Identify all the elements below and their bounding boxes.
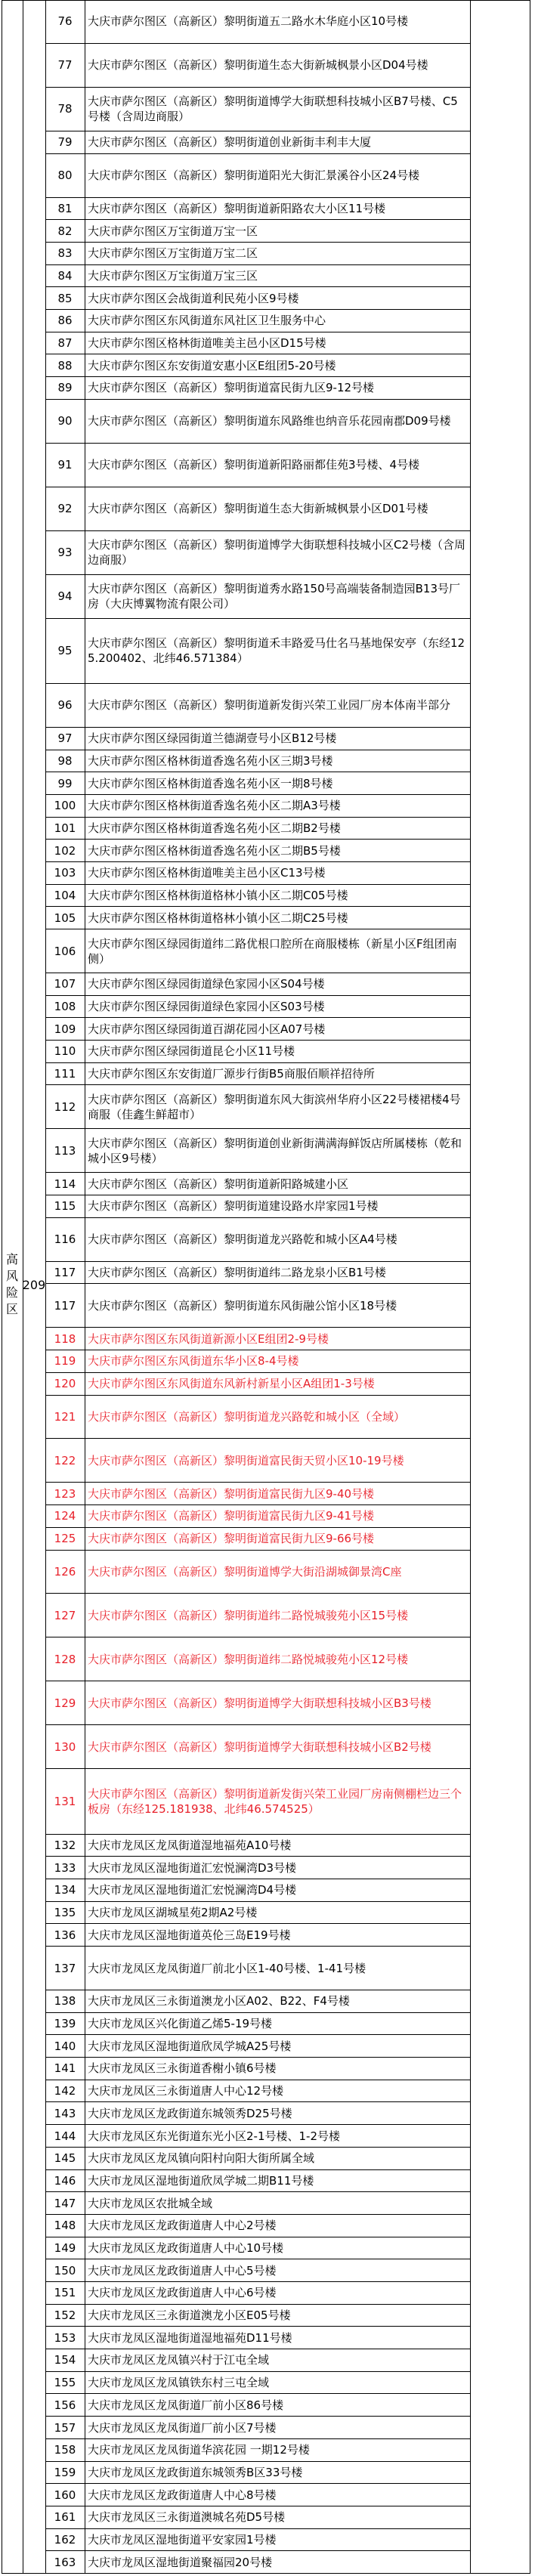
row-number: 102 — [45, 840, 85, 862]
row-number: 107 — [45, 973, 85, 996]
row-number: 115 — [45, 1195, 85, 1218]
row-number: 98 — [45, 750, 85, 773]
row-number: 124 — [45, 1505, 85, 1528]
row-address: 大庆市龙凤区三永街道澳城名苑D5号楼 — [85, 2506, 470, 2529]
row-address: 大庆市萨尔图区格林街道香逸名苑小区二期B5号楼 — [85, 840, 470, 862]
row-number: 86 — [45, 310, 85, 332]
row-number: 91 — [45, 444, 85, 487]
row-address: 大庆市萨尔图区万宝街道万宝二区 — [85, 243, 470, 265]
row-address: 大庆市萨尔图区格林街道香逸名苑小区二期B2号楼 — [85, 818, 470, 840]
row-address: 大庆市龙凤区兴化街道乙烯5-19号楼 — [85, 2013, 470, 2036]
row-address: 大庆市萨尔图区绿园街道兰德湖壹号小区B12号楼 — [85, 728, 470, 750]
row-address: 大庆市萨尔图区格林街道香逸名苑小区二期A3号楼 — [85, 795, 470, 818]
row-number: 83 — [45, 243, 85, 265]
row-address: 大庆市萨尔图区（高新区）黎明街道建设路水岸家园1号楼 — [85, 1195, 470, 1218]
row-address: 大庆市龙凤区三永街道香榭小镇6号楼 — [85, 2058, 470, 2080]
row-number: 88 — [45, 354, 85, 377]
row-number: 139 — [45, 2013, 85, 2036]
row-address: 大庆市萨尔图区（高新区）黎明街道生态大街新城枫景小区D01号楼 — [85, 487, 470, 531]
row-address: 大庆市萨尔图区东安街道厂源步行街B5商服佰顺祥招待所 — [85, 1063, 470, 1086]
row-number: 160 — [45, 2484, 85, 2506]
row-number: 116 — [45, 1218, 85, 1262]
row-address: 大庆市龙凤区湖城星苑2期A2号楼 — [85, 1902, 470, 1925]
row-number: 93 — [45, 531, 85, 575]
row-number: 153 — [45, 2327, 85, 2349]
row-address: 大庆市萨尔图区（高新区）黎明街道新阳路城建小区 — [85, 1173, 470, 1195]
row-number: 80 — [45, 154, 85, 198]
row-address: 大庆市萨尔图区格林街道格林小镇小区二期C25号楼 — [85, 907, 470, 929]
row-address: 大庆市龙凤区龙政街道唐人中心8号楼 — [85, 2484, 470, 2506]
row-number: 126 — [45, 1551, 85, 1594]
row-number: 92 — [45, 487, 85, 531]
row-address: 大庆市萨尔图区格林街道香逸名苑小区三期3号楼 — [85, 750, 470, 773]
row-address: 大庆市萨尔图区（高新区）黎明街道富民街九区9-66号楼 — [85, 1528, 470, 1551]
row-number: 77 — [45, 44, 85, 88]
row-number: 111 — [45, 1063, 85, 1086]
row-number: 156 — [45, 2394, 85, 2417]
row-number: 100 — [45, 795, 85, 818]
row-address: 大庆市萨尔图区绿园街道昆仑小区11号楼 — [85, 1041, 470, 1063]
row-number: 137 — [45, 1947, 85, 1990]
row-address: 大庆市萨尔图区（高新区）黎明街道东风路维也纳音乐花园南郡D09号楼 — [85, 400, 470, 444]
row-address: 大庆市萨尔图区东风街道东风社区卫生服务中心 — [85, 310, 470, 332]
row-address: 大庆市萨尔图区（高新区）黎明街道新发街兴荣工业园厂房本体南半部分 — [85, 684, 470, 728]
row-number: 81 — [45, 198, 85, 221]
row-address: 大庆市萨尔图区（高新区）黎明街道龙兴路乾和城小区A4号楼 — [85, 1218, 470, 1262]
row-address: 大庆市萨尔图区（高新区）黎明街道龙兴路乾和城小区（全域） — [85, 1396, 470, 1440]
row-number: 96 — [45, 684, 85, 728]
row-number: 101 — [45, 818, 85, 840]
row-address: 大庆市龙凤区龙政街道东城领秀B区33号楼 — [85, 2462, 470, 2485]
row-number: 95 — [45, 619, 85, 684]
row-number: 121 — [45, 1396, 85, 1440]
row-address: 大庆市龙凤区龙凤镇向阳村向阳大街所属全域 — [85, 2148, 470, 2170]
risk-level-label: 高风险区 — [5, 1252, 18, 1316]
row-address: 大庆市萨尔图区万宝街道万宝三区 — [85, 265, 470, 288]
row-number: 123 — [45, 1483, 85, 1505]
row-number: 145 — [45, 2148, 85, 2170]
column-divider — [470, 0, 471, 2574]
row-number: 140 — [45, 2035, 85, 2058]
row-number: 147 — [45, 2192, 85, 2215]
row-address: 大庆市萨尔图区（高新区）黎明街道五二路水木华庭小区10号楼 — [85, 0, 470, 44]
row-address: 大庆市萨尔图区格林街道唯美主邑小区D15号楼 — [85, 332, 470, 355]
row-address: 大庆市萨尔图区（高新区）黎明街道富民街九区9-12号楼 — [85, 377, 470, 400]
row-number: 127 — [45, 1594, 85, 1637]
row-address: 大庆市萨尔图区（高新区）黎明街道禾丰路爱马仕名马基地保安亭（东经125.200402、北纬46.571384） — [85, 619, 470, 684]
row-number: 117 — [45, 1284, 85, 1328]
row-address: 大庆市萨尔图区（高新区）黎明街道新阳路丽都佳苑3号楼、4号楼 — [85, 444, 470, 487]
row-number: 158 — [45, 2439, 85, 2462]
row-number: 90 — [45, 400, 85, 444]
row-number: 119 — [45, 1350, 85, 1373]
row-number: 105 — [45, 907, 85, 929]
area-count-cell — [23, 1254, 45, 1315]
row-number: 135 — [45, 1902, 85, 1925]
row-number: 144 — [45, 2125, 85, 2148]
row-address: 大庆市萨尔图区（高新区）黎明街道东风大街滨州华府小区22号楼裙楼4号商服（佳鑫生鲜超市） — [85, 1085, 470, 1129]
row-address: 大庆市萨尔图区东风街道新源小区E组团2-9号楼 — [85, 1328, 470, 1350]
row-address: 大庆市龙凤区龙政街道唐人中心5号楼 — [85, 2259, 470, 2282]
row-number: 110 — [45, 1041, 85, 1063]
row-address: 大庆市龙凤区湿地街道平安家园1号楼 — [85, 2529, 470, 2552]
row-address: 大庆市龙凤区湿地街道汇宏悦澜湾D3号楼 — [85, 1857, 470, 1879]
row-address: 大庆市萨尔图区万宝街道万宝一区 — [85, 220, 470, 243]
row-address: 大庆市萨尔图区会战街道利民苑小区9号楼 — [85, 287, 470, 310]
row-number: 130 — [45, 1725, 85, 1769]
row-address: 大庆市萨尔图区（高新区）黎明街道新阳路农大小区11号楼 — [85, 198, 470, 221]
row-address: 大庆市萨尔图区格林街道格林小镇小区二期C05号楼 — [85, 885, 470, 908]
row-number: 129 — [45, 1681, 85, 1725]
row-number: 154 — [45, 2349, 85, 2372]
row-number: 87 — [45, 332, 85, 355]
row-address: 大庆市萨尔图区东风街道东风新村新星小区A组团1-3号楼 — [85, 1373, 470, 1396]
row-number: 155 — [45, 2372, 85, 2395]
row-address: 大庆市萨尔图区绿园街道绿色家园小区S03号楼 — [85, 996, 470, 1019]
row-address: 大庆市龙凤区湿地街道汇宏悦澜湾D4号楼 — [85, 1879, 470, 1902]
row-number: 103 — [45, 862, 85, 885]
row-address: 大庆市萨尔图区（高新区）黎明街道纬二路龙泉小区B1号楼 — [85, 1262, 470, 1285]
row-address: 大庆市萨尔图区（高新区）黎明街道富民街九区9-41号楼 — [85, 1505, 470, 1528]
area-count-value: 209 — [22, 1277, 46, 1292]
row-number: 118 — [45, 1328, 85, 1350]
row-number: 99 — [45, 772, 85, 795]
row-number: 138 — [45, 1990, 85, 2013]
row-number: 106 — [45, 929, 85, 973]
row-number: 79 — [45, 131, 85, 154]
row-number: 76 — [45, 0, 85, 44]
row-number: 134 — [45, 1879, 85, 1902]
row-address: 大庆市龙凤区龙凤街道厂前北小区1-40号楼、1-41号楼 — [85, 1947, 470, 1990]
row-address: 大庆市萨尔图区（高新区）黎明街道纬二路悦城骏苑小区12号楼 — [85, 1637, 470, 1681]
row-address: 大庆市龙凤区湿地街道英伦三岛E19号楼 — [85, 1924, 470, 1947]
row-address: 大庆市萨尔图区（高新区）黎明街道秀水路150号高端装备制造园B13号厂房（大庆博翼物流有限公司） — [85, 575, 470, 619]
row-address: 大庆市龙凤区东光街道东光小区2-1号楼、1-2号楼 — [85, 2125, 470, 2148]
row-number: 122 — [45, 1439, 85, 1483]
row-number: 131 — [45, 1769, 85, 1834]
row-number: 148 — [45, 2215, 85, 2237]
row-address: 大庆市龙凤区农批城全域 — [85, 2192, 470, 2215]
row-number: 132 — [45, 1835, 85, 1857]
row-number: 94 — [45, 575, 85, 619]
row-number: 149 — [45, 2237, 85, 2260]
row-address: 大庆市龙凤区龙政街道唐人中心10号楼 — [85, 2237, 470, 2260]
row-number: 97 — [45, 728, 85, 750]
row-address: 大庆市龙凤区三永街道唐人中心12号楼 — [85, 2080, 470, 2103]
row-address: 大庆市萨尔图区（高新区）黎明街道博学大街沿湖城御景湾C座 — [85, 1551, 470, 1594]
row-address: 大庆市萨尔图区绿园街道绿色家园小区S04号楼 — [85, 973, 470, 996]
row-address: 大庆市萨尔图区（高新区）黎明街道富民街九区9-40号楼 — [85, 1483, 470, 1505]
row-number: 146 — [45, 2170, 85, 2193]
row-number: 133 — [45, 1857, 85, 1879]
row-number: 161 — [45, 2506, 85, 2529]
row-number: 114 — [45, 1173, 85, 1195]
row-address: 大庆市龙凤区龙政街道唐人中心6号楼 — [85, 2282, 470, 2305]
row-address: 大庆市龙凤区湿地街道聚福园20号楼 — [85, 2551, 470, 2574]
row-address: 大庆市萨尔图区（高新区）黎明街道生态大街新城枫景小区D04号楼 — [85, 44, 470, 88]
row-number: 162 — [45, 2529, 85, 2552]
row-address: 大庆市萨尔图区（高新区）黎明街道博学大街联想科技城小区B7号楼、C5号楼（含周边商服） — [85, 88, 470, 131]
row-address: 大庆市龙凤区龙凤街道厂前小区86号楼 — [85, 2394, 470, 2417]
row-number: 128 — [45, 1637, 85, 1681]
row-number: 141 — [45, 2058, 85, 2080]
row-address: 大庆市萨尔图区（高新区）黎明街道博学大街联想科技城小区B3号楼 — [85, 1681, 470, 1725]
row-address: 大庆市萨尔图区绿园街道百湖花园小区A07号楼 — [85, 1018, 470, 1041]
row-number: 89 — [45, 377, 85, 400]
row-address: 大庆市萨尔图区绿园街道纬二路优根口腔所在商服楼栋（新星小区F组团南侧） — [85, 929, 470, 973]
row-address: 大庆市萨尔图区格林街道唯美主邑小区C13号楼 — [85, 862, 470, 885]
row-address: 大庆市龙凤区龙凤街道华滨花园 一期12号楼 — [85, 2439, 470, 2462]
row-number: 104 — [45, 885, 85, 908]
row-address: 大庆市龙凤区龙政街道东城领秀D25号楼 — [85, 2102, 470, 2125]
row-address: 大庆市龙凤区三永街道澳龙小区E05号楼 — [85, 2305, 470, 2327]
row-number: 113 — [45, 1129, 85, 1173]
row-number: 112 — [45, 1085, 85, 1129]
row-address: 大庆市龙凤区龙凤街道湿地福苑A10号楼 — [85, 1835, 470, 1857]
row-address: 大庆市萨尔图区（高新区）黎明街道阳光大街汇景溪谷小区24号楼 — [85, 154, 470, 198]
row-address: 大庆市萨尔图区（高新区）黎明街道富民街天贸小区10-19号楼 — [85, 1439, 470, 1483]
row-address: 大庆市龙凤区龙政街道唐人中心2号楼 — [85, 2215, 470, 2237]
row-number: 120 — [45, 1373, 85, 1396]
row-address: 大庆市萨尔图区（高新区）黎明街道博学大街联想科技城小区B2号楼 — [85, 1725, 470, 1769]
row-number: 117 — [45, 1262, 85, 1285]
row-number: 157 — [45, 2417, 85, 2439]
row-address: 大庆市龙凤区湿地街道湿地福苑D11号楼 — [85, 2327, 470, 2349]
row-address: 大庆市龙凤区湿地街道欣凤学城二期B11号楼 — [85, 2170, 470, 2193]
row-number: 143 — [45, 2102, 85, 2125]
row-address: 大庆市萨尔图区（高新区）黎明街道纬二路悦城骏苑小区15号楼 — [85, 1594, 470, 1637]
row-number: 109 — [45, 1018, 85, 1041]
row-number: 163 — [45, 2551, 85, 2574]
row-address: 大庆市龙凤区龙凤街道厂前小区7号楼 — [85, 2417, 470, 2439]
row-address: 大庆市龙凤区龙凤镇兴村于江屯全域 — [85, 2349, 470, 2372]
row-number: 151 — [45, 2282, 85, 2305]
row-number: 85 — [45, 287, 85, 310]
row-number: 159 — [45, 2462, 85, 2485]
row-number: 108 — [45, 996, 85, 1019]
row-address: 大庆市萨尔图区（高新区）黎明街道创业新街满满海鲜饭店所属楼栋（乾和城小区9号楼） — [85, 1129, 470, 1173]
row-address: 大庆市萨尔图区（高新区）黎明街道新发街兴荣工业园厂房南侧棚栏边三个板房（东经125.181938、北纬46.574525） — [85, 1769, 470, 1834]
row-address: 大庆市萨尔图区（高新区）黎明街道博学大街联想科技城小区C2号楼（含周边商服） — [85, 531, 470, 575]
row-address: 大庆市龙凤区湿地街道欣凤学城A25号楼 — [85, 2035, 470, 2058]
row-address: 大庆市萨尔图区（高新区）黎明街道创业新街丰利丰大厦 — [85, 131, 470, 154]
row-address: 大庆市萨尔图区东风街道东华小区8-4号楼 — [85, 1350, 470, 1373]
row-number: 82 — [45, 220, 85, 243]
row-address: 大庆市龙凤区龙凤镇铁东村三屯全域 — [85, 2372, 470, 2395]
row-address: 大庆市萨尔图区（高新区）黎明街道东风街融公馆小区18号楼 — [85, 1284, 470, 1328]
row-number: 78 — [45, 88, 85, 131]
risk-level-cell — [2, 1254, 23, 1315]
row-number: 152 — [45, 2305, 85, 2327]
row-number: 125 — [45, 1528, 85, 1551]
row-number: 84 — [45, 265, 85, 288]
row-address: 大庆市萨尔图区东安街道安惠小区E组团5-20号楼 — [85, 354, 470, 377]
row-number: 136 — [45, 1924, 85, 1947]
row-number: 142 — [45, 2080, 85, 2103]
row-address: 大庆市龙凤区三永街道澳龙小区A02、B22、F4号楼 — [85, 1990, 470, 2013]
row-address: 大庆市萨尔图区格林街道香逸名苑小区一期8号楼 — [85, 772, 470, 795]
row-number: 150 — [45, 2259, 85, 2282]
